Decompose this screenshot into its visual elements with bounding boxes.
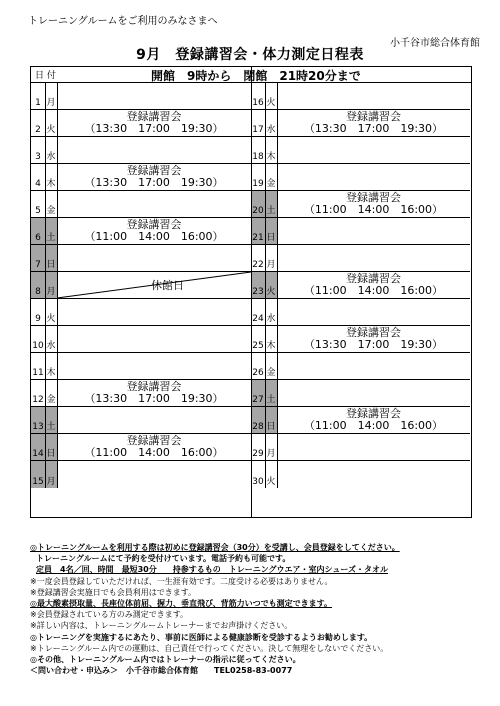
day-number: 10 [32,341,44,351]
day-number: 20 [251,191,265,217]
event-title: 登録講習会 [126,218,182,231]
event-times: （13:30 17:00 19:30） [84,176,224,189]
note-line: ※登録講習会実施日でも会員利用はできます。 [30,587,197,597]
day-of-week: 火 [266,477,276,487]
event-times: （13:30 17:00 19:30） [84,392,224,405]
event-title: 登録講習会 [346,110,401,123]
day-number: 5 [35,206,41,216]
day-number: 29 [252,449,264,459]
page-title: 9月 登録講習会・体力測定日程表 [136,47,364,63]
note-line: ※トレーニングルーム内での運動は、自己責任で行ってください。決して無理をしないでください。 [30,643,389,653]
day-of-week: 日 [45,434,57,460]
greeting: トレーニングルームをご利用のみなさまへ [28,16,218,27]
day-number: 3 [35,152,41,162]
event-times: （11:00 14:00 16:00） [84,446,224,459]
event-title: 登録講習会 [126,164,182,177]
day-of-week: 土 [265,380,277,406]
notes-section [30,542,472,676]
day-number: 8 [31,272,45,298]
day-number: 15 [31,461,45,488]
day-of-week: 月 [266,260,276,270]
event-title: 登録講習会 [126,380,182,393]
opening-hours: 開館 9時から 閉館 21時20分まで [151,69,361,83]
day-of-week: 土 [45,218,57,244]
note-line: ◎トレーニングルームを利用する際は初めに登録講習会（30分）を受講し、会員登録をしてください。 [30,543,400,552]
day-number: 13 [31,407,45,433]
note-line: ◎その他、トレーニングルーム内ではトレーナーの指示に従ってください。 [30,655,301,665]
day-of-week: 土 [45,407,57,433]
day-number: 14 [31,434,45,460]
day-number: 16 [252,98,264,108]
day-of-week: 土 [265,191,277,217]
day-number: 9 [35,314,41,324]
day-number: 11 [32,368,44,378]
note-line: ◎最大酸素摂取量、長座位体前屈、握力、垂直飛び、背筋力いつでも測定できます。 [30,599,333,609]
day-number: 28 [251,407,265,433]
event-title: 登録講習会 [346,326,401,339]
event-title: 登録講習会 [346,191,401,204]
note-line: トレーニングルームにて予約を受付けています。電話予約も可能です。 [36,554,291,564]
event-title: 登録講習会 [126,434,182,447]
note-line: 定員 4名／回、時間 最短30分 持参するもの トレーニングウエア・室内シューズ・タオル [36,565,388,575]
day-of-week: 月 [45,272,57,298]
note-line: ※一度会員登録していただければ、一生涯有効です。二度受ける必要はありません。 [30,576,333,586]
event-times: （11:00 14:00 16:00） [84,230,224,243]
day-number: 17 [252,125,264,135]
day-number: 24 [252,314,264,324]
event-times: （11:00 14:00 16:00） [303,284,444,297]
day-number: 2 [35,125,41,135]
day-column-header: 日 付 [35,71,56,81]
contact-line: ＜問い合わせ・申込み＞ 小千谷市総合体育館 TEL0258-83-0077 [30,666,293,676]
day-of-week: 金 [46,206,56,216]
event-title: 登録講習会 [126,110,182,123]
day-number: 6 [31,218,45,244]
closed-day-overlay [31,67,473,519]
event-times: （13:30 17:00 19:30） [84,122,224,135]
day-number: 23 [251,272,265,298]
day-of-week: 金 [266,179,276,189]
day-of-week: 火 [265,272,277,298]
day-of-week: 水 [46,341,56,351]
day-of-week: 火 [46,125,56,135]
event-title: 登録講習会 [346,272,401,285]
day-of-week: 月 [266,449,276,459]
day-of-week: 日 [45,245,57,271]
organization-name: 小千谷市総合体育館 [390,38,480,49]
day-of-week: 木 [266,152,276,162]
day-number: 19 [252,179,264,189]
closed-day-label: 休館日 [151,279,184,292]
day-of-week: 水 [266,125,276,135]
day-of-week: 木 [266,341,276,351]
day-of-week: 火 [266,98,276,108]
day-of-week: 水 [266,314,276,324]
note-line: ※詳しい内容は、トレーニングルームトレーナーまでお声掛けください。 [30,621,293,631]
day-number: 12 [32,395,44,405]
day-of-week: 水 [46,152,56,162]
day-of-week: 木 [46,179,56,189]
day-number: 27 [251,380,265,406]
event-times: （13:30 17:00 19:30） [303,122,444,135]
event-times: （11:00 14:00 16:00） [303,419,444,432]
day-number: 21 [251,218,265,244]
day-number: 22 [252,260,264,270]
event-times: （11:00 14:00 16:00） [303,203,444,216]
day-number: 4 [35,179,41,189]
day-number: 26 [252,368,264,378]
day-number: 7 [31,245,45,271]
day-of-week: 月 [45,461,57,488]
day-of-week: 火 [46,314,56,324]
event-title: 登録講習会 [346,407,401,420]
event-times: （13:30 17:00 19:30） [303,338,444,351]
day-of-week: 日 [265,218,277,244]
day-number: 25 [252,341,264,351]
day-number: 30 [252,477,264,487]
day-number: 1 [35,98,41,108]
day-of-week: 金 [266,368,276,378]
note-line: ◎トレーニングを実施するにあたり、事前に医師による健康診断を受診するようお勧めします。 [30,632,373,642]
day-of-week: 日 [265,407,277,433]
day-of-week: 月 [46,98,56,108]
day-of-week: 金 [46,395,56,405]
note-line: ※会員登録されている方のみ測定できます。 [30,610,189,620]
day-number: 18 [252,152,264,162]
day-of-week: 木 [46,368,56,378]
schedule-table [30,66,472,518]
